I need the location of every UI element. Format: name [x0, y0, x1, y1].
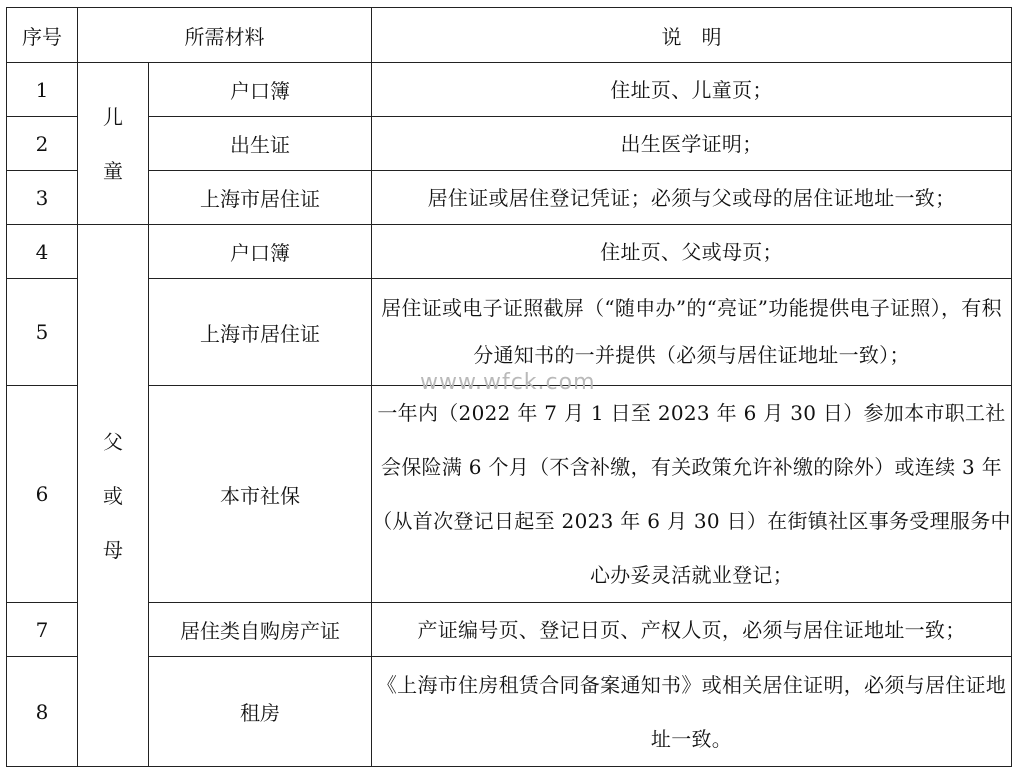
header-seq: 序号 [7, 8, 78, 63]
table-header-row [7, 8, 1012, 63]
row-number: 4 [7, 225, 78, 279]
material-desc: 居住证或电子证照截屏（“随申办”的“亮证”功能提供电子证照），有积分通知书的一并提供（必须与居住证地址一致）； [372, 279, 1012, 386]
group-parent-char: 父 [103, 429, 123, 454]
row-number: 8 [7, 657, 78, 767]
material-item: 户口簿 [149, 63, 372, 117]
table-row [7, 657, 1012, 767]
row-number: 6 [7, 386, 78, 603]
row-number: 5 [7, 279, 78, 386]
table-row [7, 386, 1012, 603]
material-desc: 一年内（2022 年 7 月 1 日至 2023 年 6 月 30 日）参加本市职工社会保险满 6 个月（不含补缴，有关政策允许补缴的除外）或连续 3 年（从首次登记日起至 2023 年 6 月 30 日）在街镇社区事务受理服务中心办妥灵活就业登记； [372, 386, 1012, 603]
group-parent [78, 225, 149, 767]
group-child [78, 63, 149, 225]
group-parent-char: 母 [103, 537, 123, 562]
material-item: 户口簿 [149, 225, 372, 279]
table-row [7, 225, 1012, 279]
header-desc: 说 明 [372, 8, 1012, 63]
group-parent-char: 或 [103, 483, 123, 508]
material-item: 上海市居住证 [149, 279, 372, 386]
row-number: 3 [7, 171, 78, 225]
material-item: 本市社保 [149, 386, 372, 603]
material-desc: 住址页、父或母页； [372, 225, 1012, 279]
material-item: 上海市居住证 [149, 171, 372, 225]
table-row [7, 603, 1012, 657]
group-child-char: 儿 [103, 104, 123, 129]
table-row [7, 63, 1012, 117]
material-desc: 居住证或居住登记凭证；必须与父或母的居住证地址一致； [372, 171, 1012, 225]
table-row [7, 117, 1012, 171]
watermark-text: www.wfck.com [420, 370, 596, 395]
material-desc: 出生医学证明； [372, 117, 1012, 171]
row-number: 1 [7, 63, 78, 117]
material-item: 租房 [149, 657, 372, 767]
group-child-char: 童 [103, 158, 123, 183]
header-materials: 所需材料 [78, 8, 372, 63]
table-row [7, 171, 1012, 225]
material-desc: 《上海市住房租赁合同备案通知书》或相关居住证明，必须与居住证地址一致。 [372, 657, 1012, 767]
material-item: 居住类自购房产证 [149, 603, 372, 657]
row-number: 7 [7, 603, 78, 657]
material-desc: 住址页、儿童页； [372, 63, 1012, 117]
material-item: 出生证 [149, 117, 372, 171]
material-desc: 产证编号页、登记日页、产权人页，必须与居住证地址一致； [372, 603, 1012, 657]
row-number: 2 [7, 117, 78, 171]
